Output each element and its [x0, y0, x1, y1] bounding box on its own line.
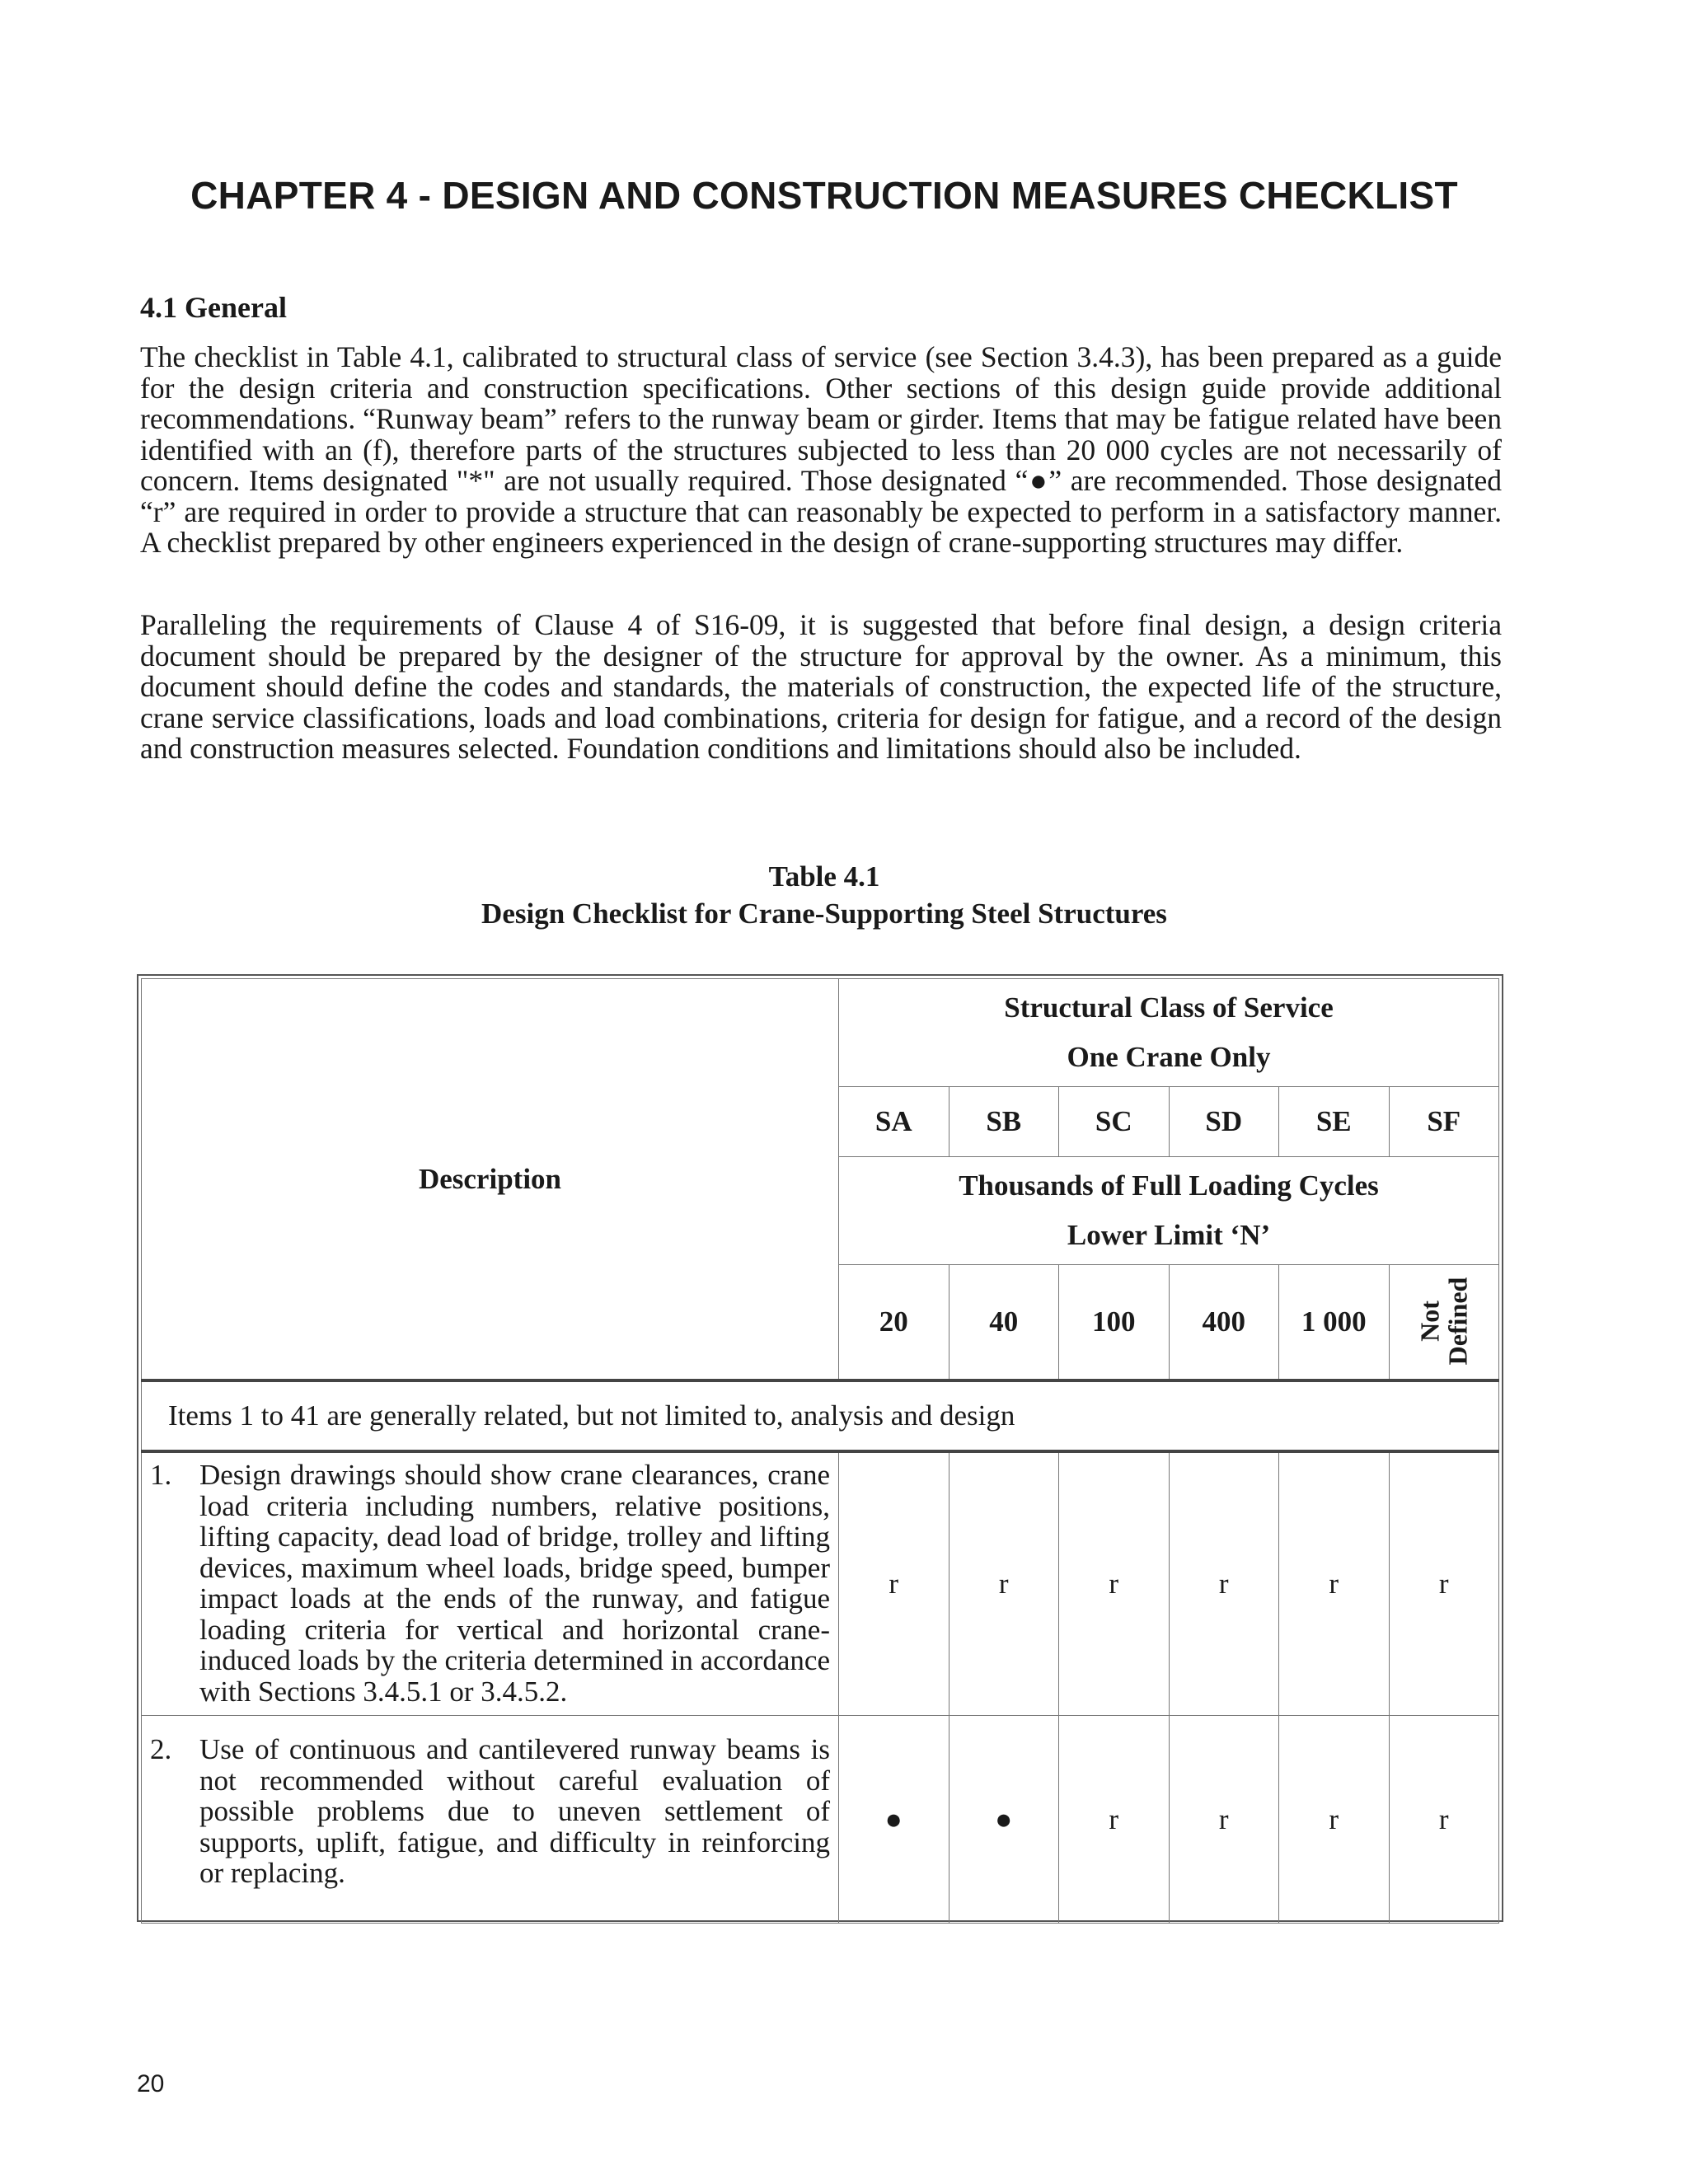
- cycles-cell: 100: [1059, 1265, 1170, 1381]
- mark-cell: r: [839, 1451, 950, 1716]
- mark-cell: r: [949, 1451, 1059, 1716]
- mark-cell: r: [1279, 1451, 1390, 1716]
- not-defined-line: Defined: [1442, 1277, 1473, 1365]
- chapter-title: CHAPTER 4 - DESIGN AND CONSTRUCTION MEASURES CHECKLIST: [190, 174, 1458, 217]
- checklist-table: [137, 974, 1503, 1922]
- paragraph: Paralleling the requirements of Clause 4 of S16-09, it is suggested that before final design, a design criteria document should be prepared by the designer of the structure for approval by the owner. As a minimum, this document should define the codes and standards, the materials of construction, the expected life of the structure, crane service classifications, loads and load combinations, criteria for design for fatigue, and a record of the design and construction measures selected. Foundation conditions and limitations should also be included.: [140, 608, 1502, 765]
- item-number: 1.: [150, 1459, 172, 1491]
- mark-cell: r: [1059, 1716, 1170, 1924]
- section-row-text: Items 1 to 41 are generally related, but not limited to, analysis and design: [142, 1380, 1499, 1451]
- table-caption-number: Table 4.1: [768, 860, 880, 893]
- item-description: [142, 1716, 839, 1924]
- loading-cycles-header: [839, 1157, 1499, 1265]
- table-caption-title: Design Checklist for Crane-Supporting Steel Structures: [481, 898, 1167, 930]
- item-description: [142, 1451, 839, 1716]
- mark-cell: ●: [839, 1716, 950, 1924]
- mark-cell: r: [1279, 1716, 1390, 1924]
- section-heading: 4.1 General: [140, 291, 287, 324]
- table-row: [142, 1451, 1499, 1716]
- cycles-cell: 20: [839, 1265, 950, 1381]
- item-text: Use of continuous and cantilevered runway beams is not recommended without careful evaluation of possible problems due to uneven settlement of supports, uplift, fatigue, and difficulty in reinforcing or replacing.: [199, 1733, 830, 1889]
- mark-cell: r: [1059, 1451, 1170, 1716]
- mark-cell: r: [1389, 1451, 1499, 1716]
- class-cell: SD: [1169, 1087, 1279, 1157]
- mark-cell: r: [1169, 1716, 1279, 1924]
- cycles-header-line: Thousands of Full Loading Cycles: [959, 1169, 1379, 1202]
- cycles-cell: 400: [1169, 1265, 1279, 1381]
- class-cell: SB: [949, 1087, 1059, 1157]
- mark-cell: r: [1169, 1451, 1279, 1716]
- cycles-cell: 1 000: [1279, 1265, 1390, 1381]
- section-row: [142, 1380, 1499, 1451]
- paragraph: The checklist in Table 4.1, calibrated to structural class of service (see Section 3.4.3), has been prepared as a guide for the design criteria and construction specifications. Other sections of this design guide provide additional recommendations. “Runway beam” refers to the runway beam or girder. Items that may be fatigue related have been identified with an (f), therefore parts of the structures subjected to less than 20 000 cycles are not necessarily of concern. Items designated "*" are not usually required. Those designated “●” are recommended. Those designated “r” are required in order to provide a structure that can reasonably be expected to perform in a satisfactory manner. A checklist prepared by other engineers experienced in the design of crane-supporting structures may differ.: [140, 340, 1502, 559]
- class-cell: SC: [1059, 1087, 1170, 1157]
- page-number: 20: [137, 2070, 165, 2097]
- cycles-cell-not-defined: [1389, 1265, 1499, 1381]
- item: [150, 1734, 830, 1889]
- not-defined-line: Not: [1414, 1300, 1445, 1342]
- header-row: [142, 979, 1499, 1087]
- not-defined-label: [1416, 1277, 1472, 1365]
- description-header: Description: [142, 979, 839, 1381]
- table-row: [142, 1716, 1499, 1924]
- class-cell: SA: [839, 1087, 950, 1157]
- mark-cell: ●: [949, 1716, 1059, 1924]
- cycles-header-line: Lower Limit ‘N’: [1067, 1219, 1271, 1251]
- class-cell: SF: [1389, 1087, 1499, 1157]
- class-cell: SE: [1279, 1087, 1390, 1157]
- class-header-line: Structural Class of Service: [1004, 991, 1334, 1024]
- item-text: Design drawings should show crane clearances, crane load criteria including numbers, relative positions, lifting capacity, dead load of bridge, trolley and lifting devices, maximum wheel loads, bridge speed, bumper impact loads at the ends of the runway, and fatigue loading criteria for vertical and horizontal crane-induced loads by the criteria determined in accordance with Sections 3.4.5.1 or 3.4.5.2.: [199, 1459, 830, 1708]
- item-number: 2.: [150, 1733, 172, 1765]
- cycles-cell: 40: [949, 1265, 1059, 1381]
- class-of-service-header: [839, 979, 1499, 1087]
- item: [150, 1460, 830, 1707]
- mark-cell: r: [1389, 1716, 1499, 1924]
- class-header-line: One Crane Only: [1067, 1041, 1271, 1073]
